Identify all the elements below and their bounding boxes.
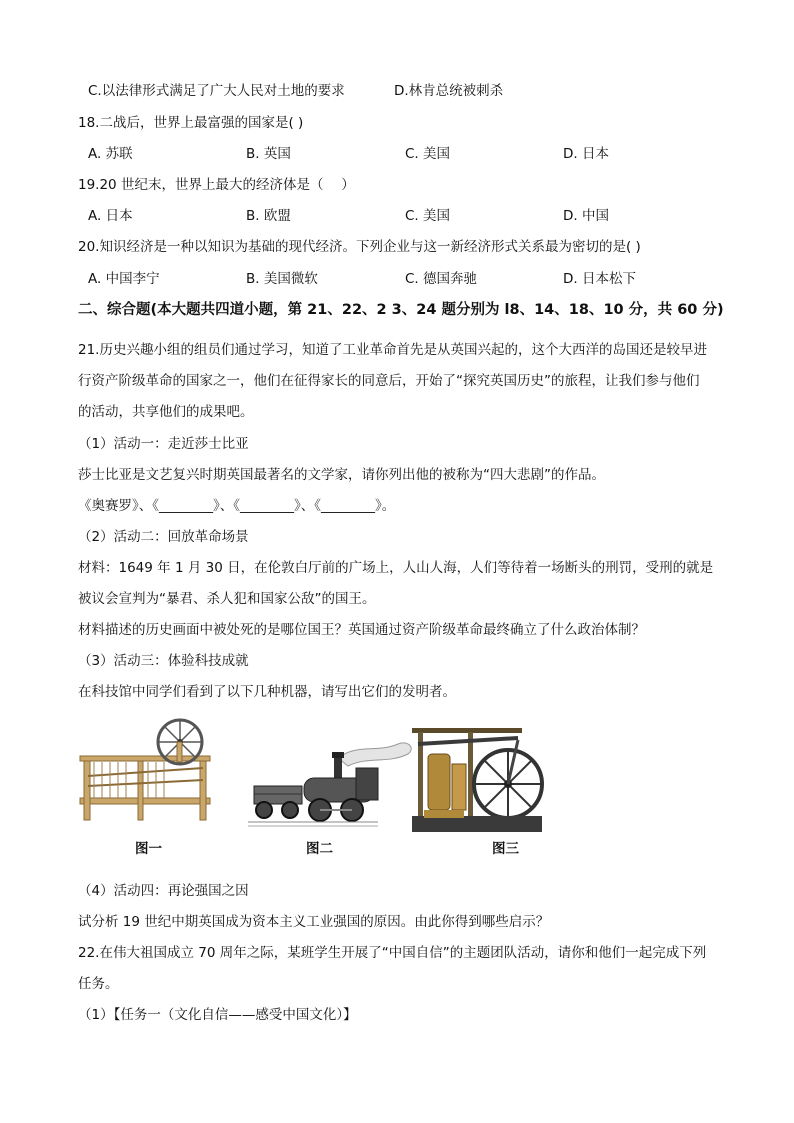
q21-activity2-material-1: 材料：1649 年 1 月 30 日，在伦敦白厅前的广场上，人山人海，人们等待着一场断头的刑罚，受刑的就是	[78, 560, 714, 576]
q22-intro-line-1: 22.在伟大祖国成立 70 周年之际，某班学生开展了“中国自信”的主题团队活动，请你和他们一起完成下列	[78, 945, 707, 961]
q20-option-d: D. 日本松下	[563, 271, 636, 287]
q20-question: 20.知识经济是一种以知识为基础的现代经济。下列企业与这一新经济形式关系最为密切的是( )	[78, 239, 641, 255]
figure-1-caption: 图一	[135, 841, 162, 857]
q18-option-b: B. 英国	[246, 146, 291, 162]
q21-activity2-question: 材料描述的历史画面中被处死的是哪位国王？英国通过资产阶级革命最终确立了什么政治体制？	[78, 622, 645, 638]
q21-intro-line-3: 的活动，共享他们的成果吧。	[78, 404, 254, 420]
q18-option-a: A. 苏联	[88, 146, 133, 162]
q21-activity2-title: （2）活动二：回放革命场景	[78, 529, 249, 545]
spinning-jenny-image	[78, 716, 218, 826]
q21-activity1-blanks: 《奥赛罗》、《________》、《________》、《________》。	[78, 498, 396, 514]
q21-activity1-title: （1）活动一：走近莎士比亚	[78, 436, 249, 452]
q22-task1-title: （1）【任务一（文化自信——感受中国文化）】	[78, 1007, 357, 1023]
q18-question: 18.二战后，世界上最富强的国家是( )	[78, 115, 304, 131]
steam-engine-image	[408, 724, 548, 836]
q21-activity4-text: 试分析 19 世纪中期英国成为资本主义工业强国的原因。由此你得到哪些启示？	[78, 914, 550, 930]
q21-intro-line-1: 21.历史兴趣小组的组员们通过学习，知道了工业革命首先是从英国兴起的，这个大西洋的岛国还是较早进	[78, 342, 707, 358]
q19-option-a: A. 日本	[88, 208, 133, 224]
q21-activity4-title: （4）活动四：再论强国之因	[78, 883, 249, 899]
machine-figures	[78, 716, 548, 866]
q22-intro-line-2: 任务。	[78, 976, 119, 992]
q17-option-c: C.以法律形式满足了广大人民对土地的要求	[88, 83, 345, 99]
q19-option-c: C. 美国	[405, 208, 451, 224]
steam-locomotive-image	[248, 738, 418, 838]
q18-option-c: C. 美国	[405, 146, 451, 162]
q21-activity3-title: （3）活动三：体验科技成就	[78, 653, 249, 669]
q20-option-b: B. 美国微软	[246, 271, 318, 287]
q20-option-a: A. 中国李宁	[88, 271, 160, 287]
figure-2-caption: 图二	[306, 841, 333, 857]
q19-question: 19.20 世纪末，世界上最大的经济体是（ ）	[78, 177, 355, 193]
q17-option-d: D.林肯总统被刺杀	[394, 83, 504, 99]
q21-activity3-text: 在科技馆中同学们看到了以下几种机器，请写出它们的发明者。	[78, 684, 456, 700]
q21-activity2-material-2: 被议会宣判为“暴君、杀人犯和国家公敌”的国王。	[78, 591, 376, 607]
section2-heading: 二、综合题(本大题共四道小题，第 21、22、2 3、24 题分别为 l8、14、18、10 分，共 60 分)	[78, 302, 724, 318]
q19-option-b: B. 欧盟	[246, 208, 291, 224]
q21-intro-line-2: 行资产阶级革命的国家之一，他们在征得家长的同意后，开始了“探究英国历史”的旅程，让我们参与他们	[78, 373, 700, 389]
figure-3-caption: 图三	[492, 841, 519, 857]
q19-option-d: D. 中国	[563, 208, 609, 224]
q18-option-d: D. 日本	[563, 146, 609, 162]
q20-option-c: C. 德国奔驰	[405, 271, 478, 287]
q21-activity1-text: 莎士比亚是文艺复兴时期英国最著名的文学家，请你列出他的被称为“四大悲剧”的作品。	[78, 467, 605, 483]
